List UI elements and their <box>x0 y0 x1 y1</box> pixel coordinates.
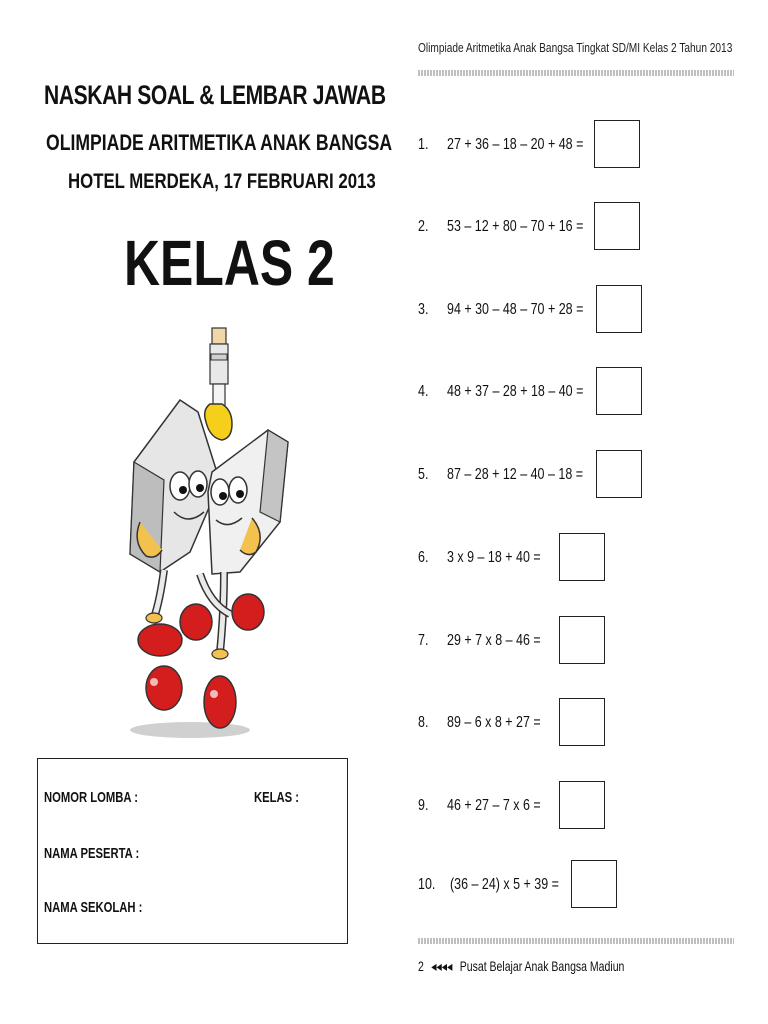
question-number: 10. <box>418 876 436 893</box>
question-number: 2. <box>418 218 429 235</box>
footer-divider <box>418 938 734 944</box>
kelas-label: KELAS : <box>254 789 299 806</box>
question-number: 9. <box>418 797 429 814</box>
answer-box[interactable] <box>571 860 617 908</box>
question-expression: 53 – 12 + 80 – 70 + 16 = <box>447 218 584 235</box>
answer-box[interactable] <box>596 450 642 498</box>
question-number: 5. <box>418 466 429 483</box>
nama-sekolah-label: NAMA SEKOLAH : <box>44 899 143 916</box>
page-number: 2 <box>418 958 424 974</box>
question-number: 3. <box>418 301 429 318</box>
venue-date: HOTEL MERDEKA, 17 FEBRUARI 2013 <box>68 170 376 193</box>
answer-box[interactable] <box>594 120 640 168</box>
page-footer <box>418 958 624 975</box>
question-number: 1. <box>418 136 429 153</box>
participant-info-box <box>37 758 348 944</box>
answer-box[interactable] <box>559 533 605 581</box>
question-number: 8. <box>418 714 429 731</box>
arrow-icons: ◂◂◂◂ <box>431 958 453 974</box>
answer-box[interactable] <box>594 202 640 250</box>
nama-peserta-label: NAMA PESERTA : <box>44 845 140 862</box>
question-expression: 94 + 30 – 48 – 70 + 28 = <box>447 301 584 318</box>
answer-box[interactable] <box>559 781 605 829</box>
answer-box[interactable] <box>559 616 605 664</box>
question-number: 4. <box>418 383 429 400</box>
walking-books-mascot-icon <box>120 322 300 752</box>
footer-text: Pusat Belajar Anak Bangsa Madiun <box>459 958 625 974</box>
answer-box[interactable] <box>559 698 605 746</box>
event-subtitle: OLIMPIADE ARITMETIKA ANAK BANGSA <box>46 130 393 155</box>
question-expression: 87 – 28 + 12 – 40 – 18 = <box>447 466 584 483</box>
question-expression: 29 + 7 x 8 – 46 = <box>447 632 541 649</box>
question-expression: 89 – 6 x 8 + 27 = <box>447 714 541 731</box>
nomor-lomba-label: NOMOR LOMBA : <box>44 789 138 806</box>
question-expression: 27 + 36 – 18 – 20 + 48 = <box>447 136 584 153</box>
running-header: Olimpiade Aritmetika Anak Bangsa Tingkat SD/MI Kelas 2 Tahun 2013 <box>418 40 733 55</box>
question-expression: 46 + 27 – 7 x 6 = <box>447 797 541 814</box>
question-number: 7. <box>418 632 429 649</box>
header-divider <box>418 70 734 76</box>
document-title: NASKAH SOAL & LEMBAR JAWAB <box>44 80 386 110</box>
question-expression: 48 + 37 – 28 + 18 – 40 = <box>447 383 584 400</box>
answer-box[interactable] <box>596 285 642 333</box>
question-expression: (36 – 24) x 5 + 39 = <box>450 876 559 893</box>
question-expression: 3 x 9 – 18 + 40 = <box>447 549 541 566</box>
grade-heading: KELAS 2 <box>124 227 335 299</box>
answer-box[interactable] <box>596 367 642 415</box>
question-number: 6. <box>418 549 429 566</box>
